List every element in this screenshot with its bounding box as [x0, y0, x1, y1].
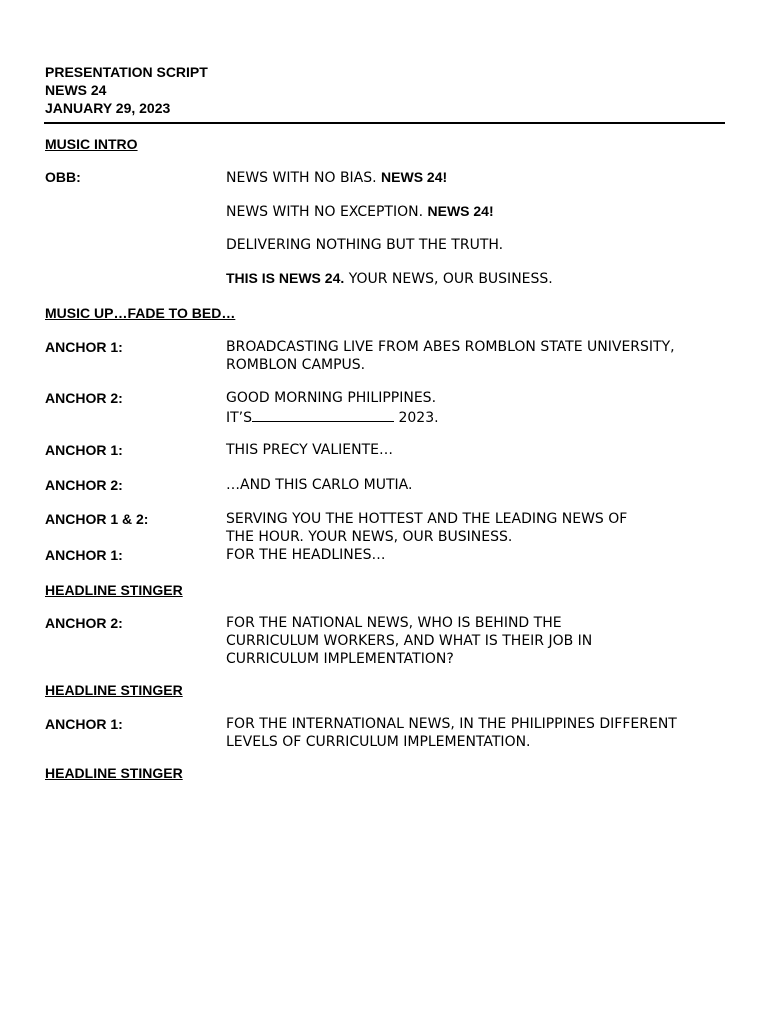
obb-line-1 [226, 168, 726, 187]
date-blank [252, 408, 394, 422]
morning-its: IT’S [226, 410, 253, 426]
headlines-line: FOR THE HEADLINES… [226, 547, 386, 563]
broadcast-line-1: BROADCASTING LIVE FROM ABES ROMBLON STATE UNIVERSITY, [226, 339, 675, 355]
international-line-1: FOR THE INTERNATIONAL NEWS, IN THE PHILIPPINES DIFFERENT [226, 716, 677, 732]
obb-line-2-text: NEWS WITH NO EXCEPTION. [226, 204, 428, 220]
label-anchor-1: ANCHOR 1: [45, 716, 123, 732]
national-line-1: FOR THE NATIONAL NEWS, WHO IS BEHIND THE [226, 615, 562, 631]
national-line-2: CURRICULUM WORKERS, AND WHAT IS THEIR JOB IN [226, 633, 593, 649]
cue-music-intro: MUSIC INTRO [45, 136, 138, 152]
obb-line-1-text: NEWS WITH NO BIAS. [226, 170, 382, 186]
label-anchor-2: ANCHOR 2: [45, 390, 123, 406]
serving-line-2: THE HOUR. YOUR NEWS, OUR BUSINESS. [226, 529, 513, 545]
national-line-3: CURRICULUM IMPLEMENTATION? [226, 651, 454, 667]
obb-line-4-text: YOUR NEWS, OUR BUSINESS. [344, 271, 553, 287]
obb-line-4 [226, 269, 726, 288]
carlo-line: …AND THIS CARLO MUTIA. [226, 477, 413, 493]
show-name: NEWS 24 [45, 82, 107, 98]
label-anchor-1-2: ANCHOR 1 & 2: [45, 511, 149, 527]
script-date: JANUARY 29, 2023 [45, 100, 171, 116]
broadcast-line-2: ROMBLON CAMPUS. [226, 357, 366, 373]
international-line-2: LEVELS OF CURRICULUM IMPLEMENTATION. [226, 734, 531, 750]
precy-line: THIS PRECY VALIENTE… [226, 442, 393, 458]
serving-line-1: SERVING YOU THE HOTTEST AND THE LEADING NEWS OF [226, 511, 628, 527]
label-anchor-2: ANCHOR 2: [45, 615, 123, 631]
cue-headline-stinger: HEADLINE STINGER [45, 682, 183, 698]
label-obb: OBB: [45, 169, 81, 185]
header-divider [44, 122, 725, 124]
morning-line-2 [226, 408, 726, 427]
morning-year: 2023. [394, 410, 439, 426]
label-anchor-1: ANCHOR 1: [45, 339, 123, 355]
morning-line-1: GOOD MORNING PHILIPPINES. [226, 390, 437, 406]
cue-music-up: MUSIC UP…FADE TO BED… [45, 305, 236, 321]
label-anchor-1: ANCHOR 1: [45, 442, 123, 458]
obb-line-2-bold: NEWS 24! [427, 203, 494, 219]
cue-headline-stinger: HEADLINE STINGER [45, 582, 183, 598]
obb-line-4-bold: THIS IS NEWS 24. [226, 270, 345, 286]
label-anchor-2: ANCHOR 2: [45, 477, 123, 493]
script-title: PRESENTATION SCRIPT [45, 64, 208, 80]
label-anchor-1: ANCHOR 1: [45, 547, 123, 563]
obb-line-3: DELIVERING NOTHING BUT THE TRUTH. [226, 237, 504, 253]
obb-line-2 [226, 202, 726, 221]
cue-headline-stinger: HEADLINE STINGER [45, 765, 183, 781]
obb-line-1-bold: NEWS 24! [381, 169, 448, 185]
